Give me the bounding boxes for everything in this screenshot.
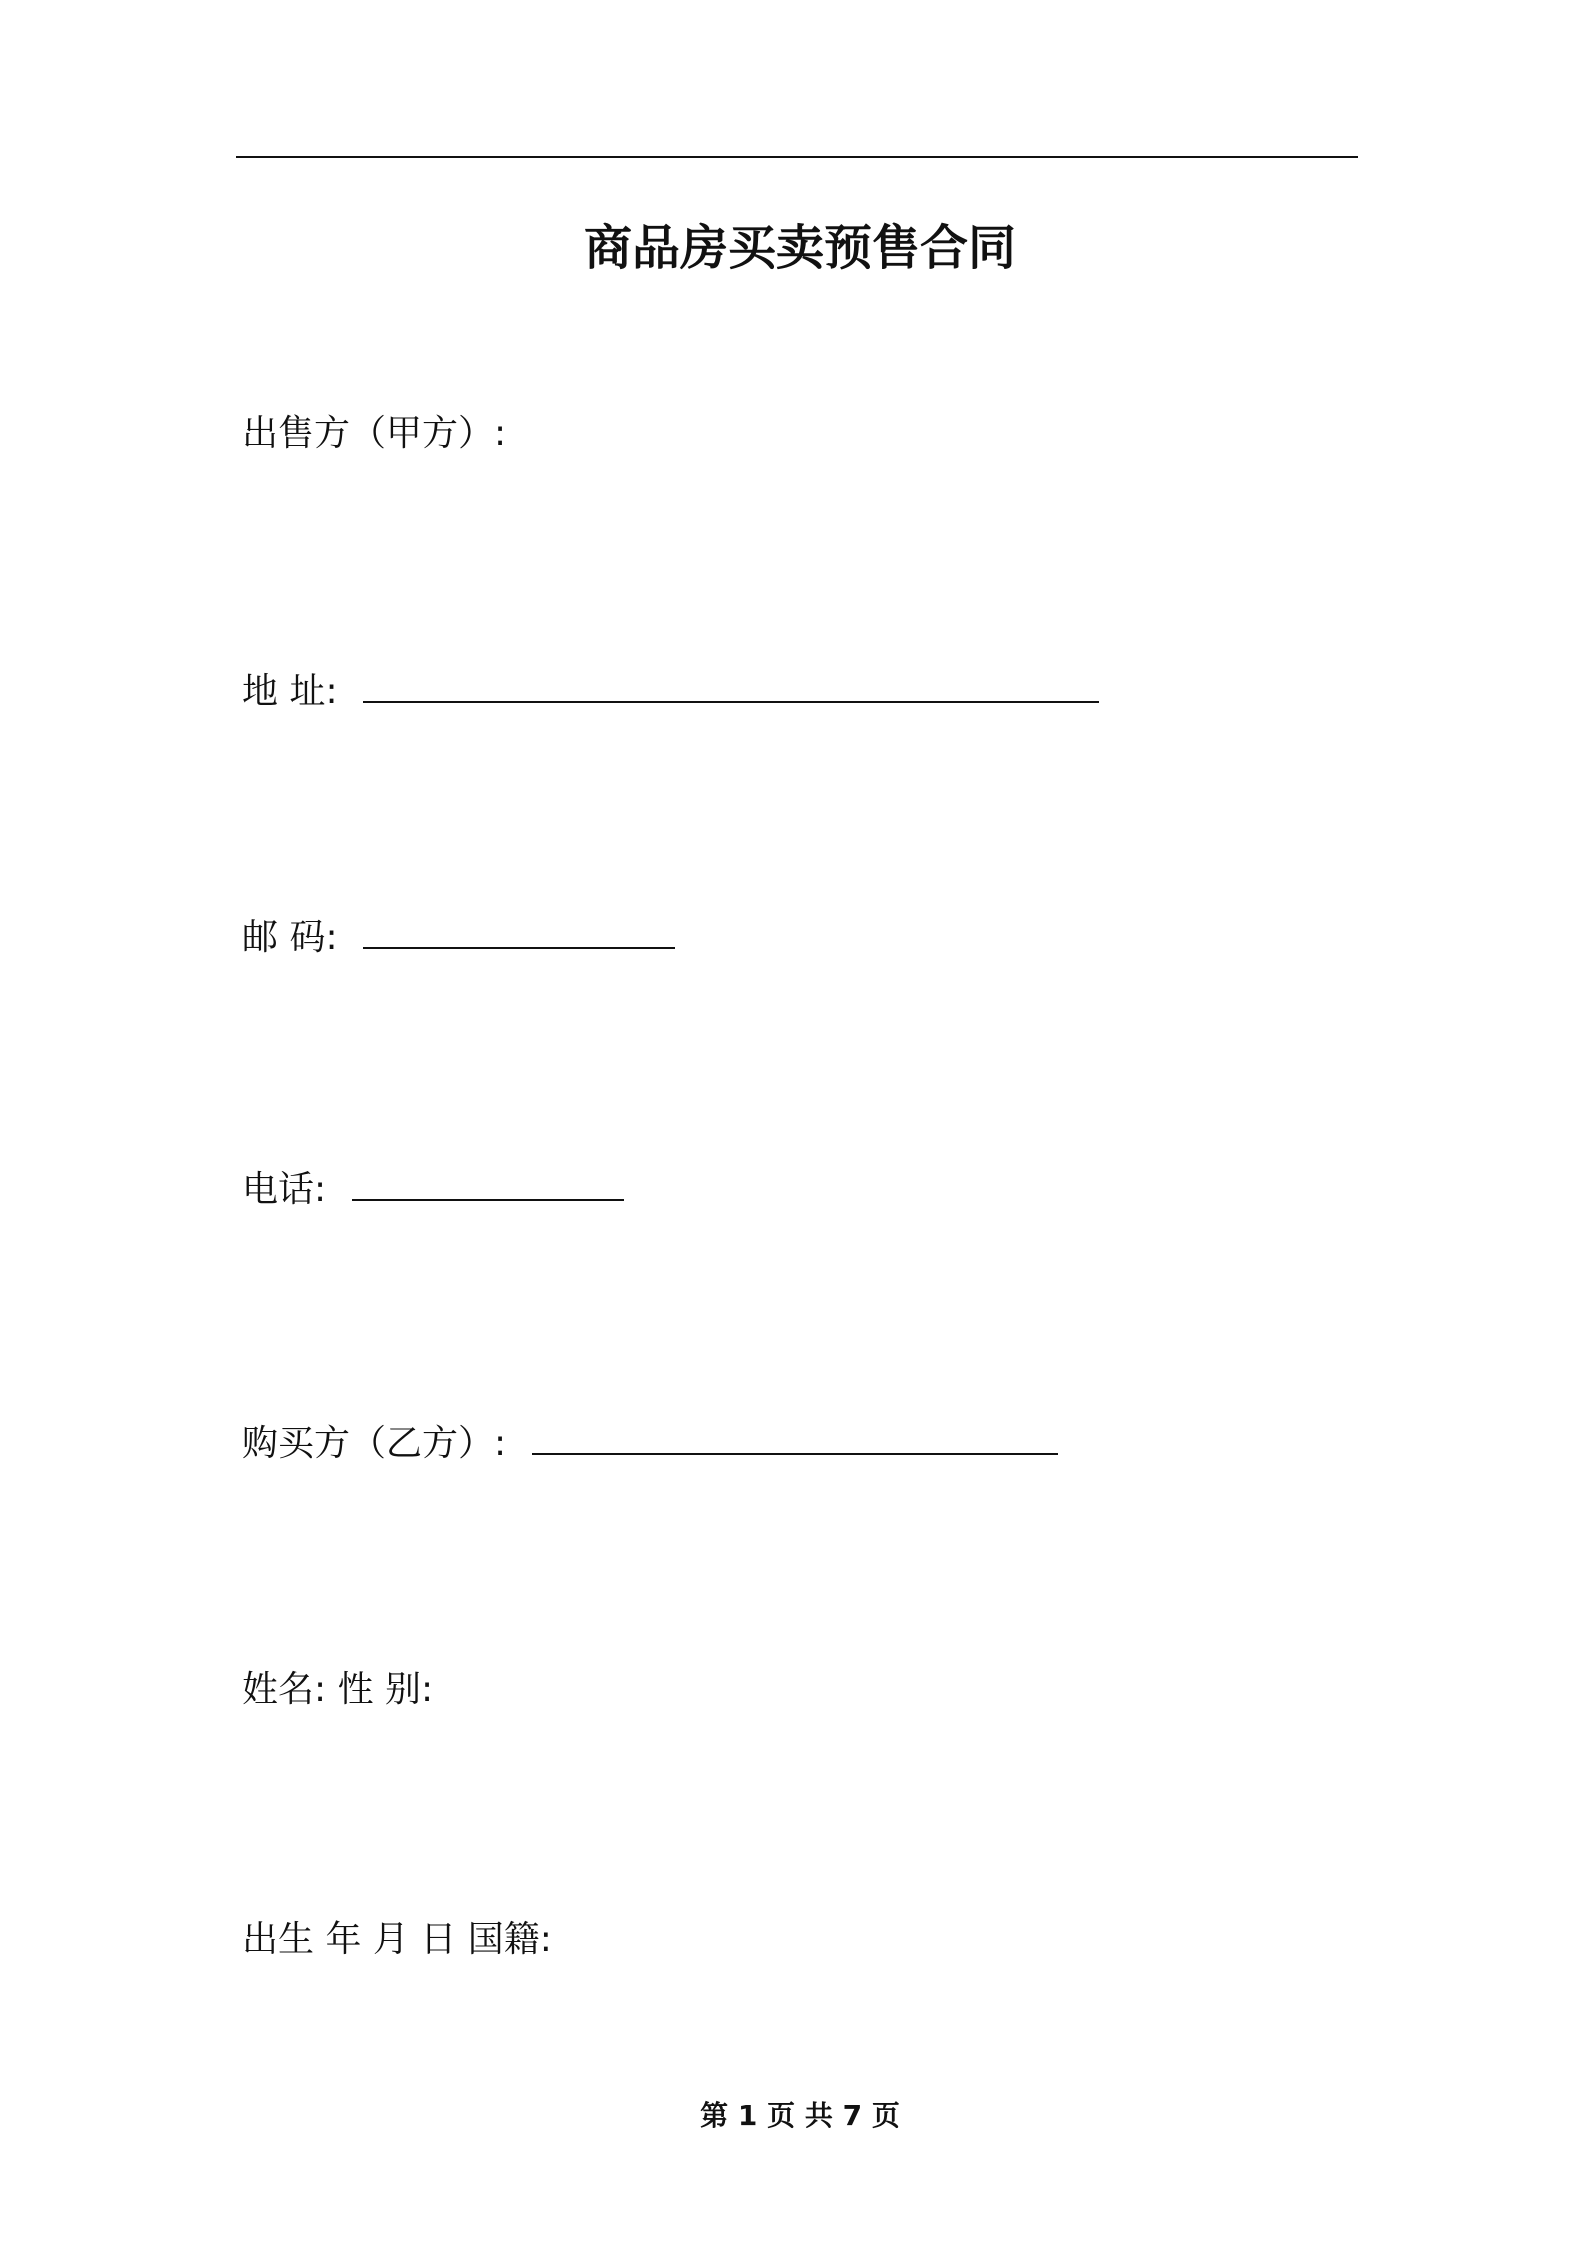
buyer-label: 购买方（乙方）: (242, 1423, 507, 1464)
phone-field (242, 1166, 624, 1214)
seller-field (242, 410, 506, 458)
buyer-blank-line[interactable] (532, 1423, 1058, 1455)
phone-blank-line[interactable] (352, 1169, 624, 1201)
buyer-field (242, 1420, 1058, 1468)
document-title: 商品房买卖预售合同 (583, 220, 1016, 276)
address-blank-line[interactable] (363, 671, 1099, 703)
birth-nationality-label: 出生 年 月 日 国籍: (242, 1919, 552, 1960)
page-number-footer: 第 1 页 共 7 页 (700, 2099, 900, 2132)
birth-nationality-field (242, 1916, 552, 1964)
postcode-blank-line[interactable] (363, 917, 675, 949)
phone-label: 电话: (242, 1169, 327, 1210)
header-rule (236, 156, 1358, 158)
seller-label: 出售方（甲方）: (242, 413, 507, 454)
name-gender-field (242, 1666, 433, 1714)
address-field (242, 668, 1099, 716)
name-gender-label: 姓名: 性 别: (242, 1669, 434, 1710)
address-label: 地 址: (242, 671, 338, 712)
postcode-field (242, 914, 675, 962)
postcode-label: 邮 码: (242, 917, 338, 958)
